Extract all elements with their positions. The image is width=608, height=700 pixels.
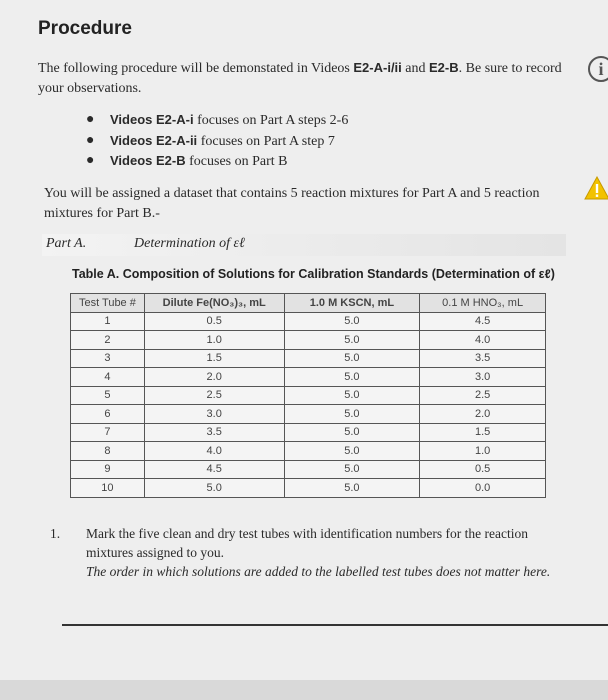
table-cell: 0.5	[144, 312, 284, 331]
table-cell: 4	[71, 368, 145, 387]
table-row	[71, 331, 546, 350]
table-cell: 1.5	[420, 423, 546, 442]
intro-text-and: and	[401, 61, 430, 76]
table-cell: 2.5	[144, 386, 284, 405]
video-description: focuses on Part A steps 2-6	[193, 113, 349, 128]
table-cell: 2.5	[420, 386, 546, 405]
part-heading-bar	[42, 234, 566, 256]
table-cell: 5.0	[284, 312, 420, 331]
table-cell: 4.5	[144, 460, 284, 479]
info-icon[interactable]: i	[588, 56, 608, 82]
table-cell: 5	[71, 386, 145, 405]
step-number: 1.	[50, 526, 61, 541]
table-cell: 0.0	[420, 479, 546, 498]
table-cell: 2	[71, 331, 145, 350]
table-cell: 3.5	[420, 349, 546, 368]
table-cell: 1.0	[144, 331, 284, 350]
table-caption: Table A. Composition of Solutions for Calibration Standards (Determination of εℓ)	[72, 267, 555, 281]
table-row	[71, 368, 546, 387]
table-cell: 3	[71, 349, 145, 368]
table-cell: 4.0	[420, 331, 546, 350]
header-dilute-fe: Dilute Fe(NO₃)₃, mL	[144, 294, 284, 313]
video-code: Videos E2-B	[110, 153, 186, 168]
table-cell: 2.0	[420, 405, 546, 424]
table-cell: 5.0	[284, 479, 420, 498]
table-row	[71, 460, 546, 479]
video-list	[86, 110, 348, 172]
part-heading: Determination of εℓ	[134, 236, 245, 251]
step-text: Mark the five clean and dry test tubes with identification numbers for the reaction mixtures assigned to you.	[86, 526, 528, 560]
section-divider	[62, 624, 608, 626]
list-item	[86, 110, 348, 131]
table-cell: 9	[71, 460, 145, 479]
table-cell: 5.0	[284, 460, 420, 479]
intro-video-b: E2-B	[429, 60, 459, 75]
assignment-text: You will be assigned a dataset that contains 5 reaction mixtures for Part A and 5 reaction mixtures for Part B.-	[44, 186, 540, 221]
table-row	[71, 405, 546, 424]
table-cell: 5.0	[284, 368, 420, 387]
list-item	[86, 131, 348, 152]
bullet-icon: ●	[86, 112, 95, 127]
table-cell: 10	[71, 479, 145, 498]
table-cell: 5.0	[284, 405, 420, 424]
table-row	[71, 349, 546, 368]
table-row	[71, 386, 546, 405]
bottom-band	[0, 680, 608, 700]
intro-video-a: E2-A-i/ii	[353, 60, 402, 75]
table-header-row	[71, 294, 546, 313]
table-row	[71, 479, 546, 498]
step-note: The order in which solutions are added to the labelled test tubes does not matter here.	[86, 564, 551, 579]
table-cell: 3.0	[144, 405, 284, 424]
table-cell: 2.0	[144, 368, 284, 387]
intro-text-pre: The following procedure will be demonstated in Videos	[38, 61, 354, 76]
video-description: focuses on Part A step 7	[197, 133, 335, 149]
table-row	[71, 442, 546, 461]
video-code: Videos E2-A-ii	[110, 132, 198, 148]
bullet-icon: ●	[86, 153, 95, 168]
table-cell: 6	[71, 405, 145, 424]
table-cell: 5.0	[144, 479, 284, 498]
table-cell: 7	[71, 423, 145, 442]
video-description: focuses on Part B	[185, 154, 288, 169]
composition-table	[70, 293, 546, 498]
table-cell: 4.5	[420, 312, 546, 331]
header-kscn: 1.0 M KSCN, mL	[284, 294, 420, 313]
table-cell: 3.5	[144, 423, 284, 442]
part-label: Part A.	[46, 236, 87, 251]
intro-text-post: . Be sure to record your observations.	[38, 61, 562, 96]
video-code: Videos E2-A-i	[110, 112, 194, 127]
table-cell: 3.0	[420, 368, 546, 387]
table-cell: 8	[71, 442, 145, 461]
table-cell: 0.5	[420, 460, 546, 479]
table-row	[71, 423, 546, 442]
table-cell: 1.0	[420, 442, 546, 461]
table-cell: 5.0	[284, 349, 420, 368]
table-row	[71, 312, 546, 331]
intro-paragraph	[38, 58, 568, 99]
step-text-block	[86, 524, 556, 581]
table-cell: 5.0	[284, 442, 420, 461]
warning-icon[interactable]	[584, 176, 608, 200]
table-cell: 4.0	[144, 442, 284, 461]
table-cell: 1.5	[144, 349, 284, 368]
page-title: Procedure	[38, 18, 132, 39]
header-test-tube: Test Tube #	[71, 294, 145, 313]
table-cell: 5.0	[284, 423, 420, 442]
table-cell: 5.0	[284, 331, 420, 350]
bullet-icon: ●	[86, 132, 95, 148]
table-cell: 1	[71, 312, 145, 331]
table-cell: 5.0	[284, 386, 420, 405]
list-item	[86, 151, 348, 172]
header-hno3: 0.1 M HNO₃, mL	[420, 294, 546, 313]
